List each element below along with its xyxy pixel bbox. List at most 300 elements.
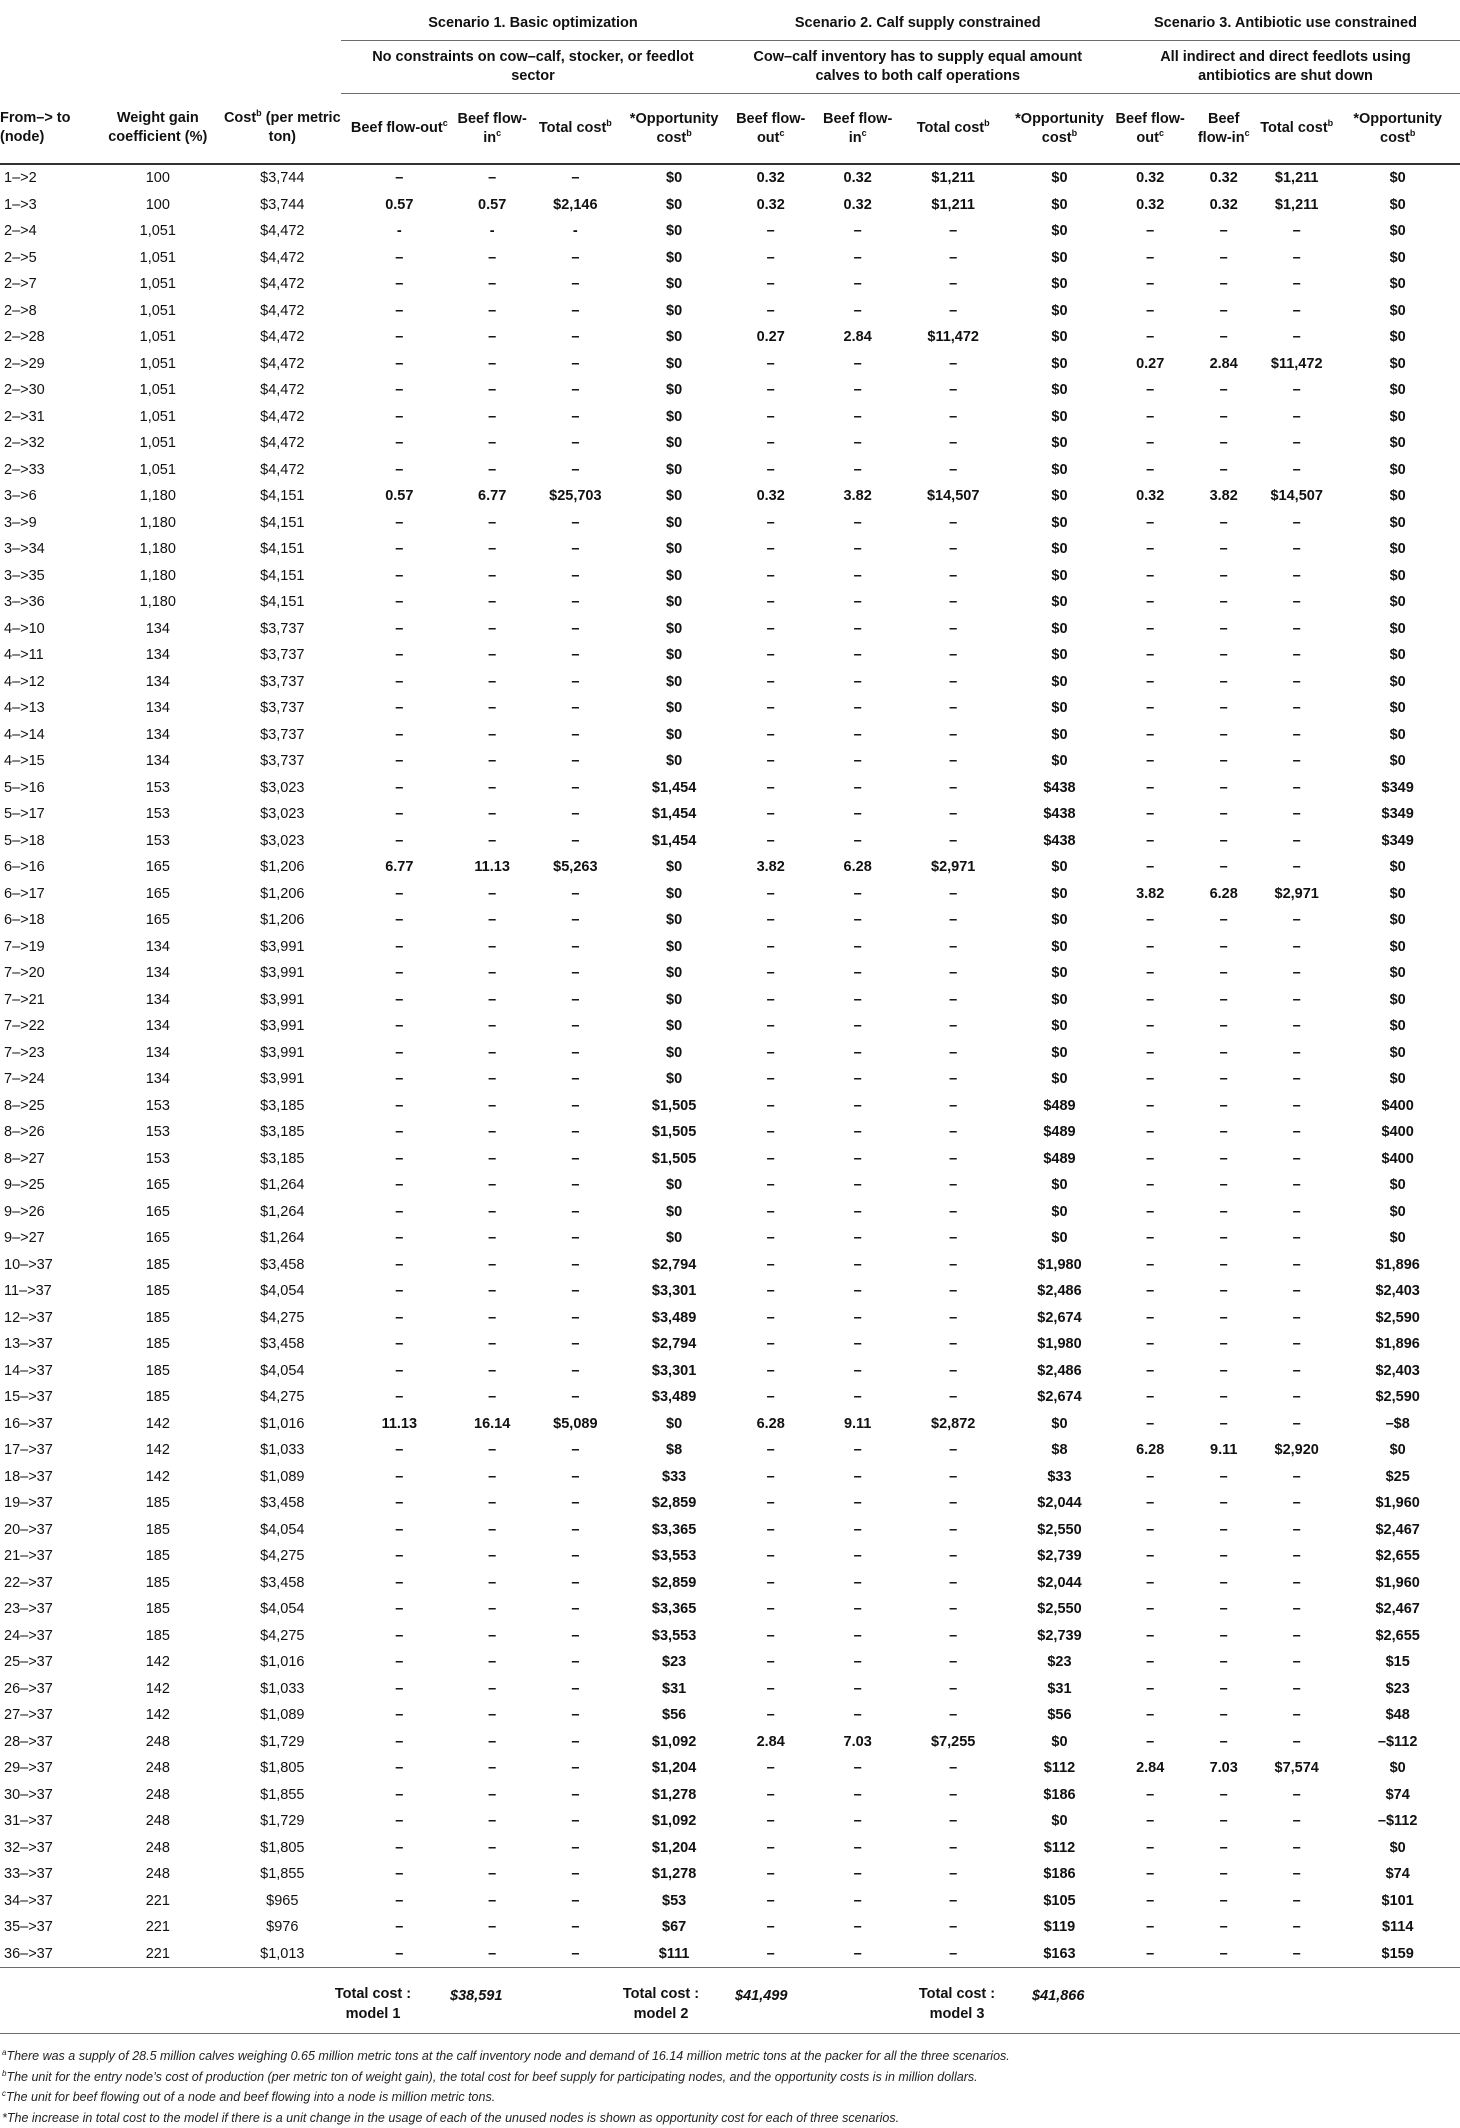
- table-cell: –: [1219, 435, 1228, 452]
- table-cell: $4,275: [260, 1389, 305, 1406]
- cell-from-to: 21–>37: [4, 1548, 53, 1565]
- table-cell: $0: [666, 885, 683, 902]
- s2-col-flowin: Beef flow-$in^c$: [817, 94, 899, 165]
- table-cell: –: [949, 1150, 958, 1167]
- table-cell: $2,655: [1375, 1548, 1420, 1565]
- table-cell: –: [1292, 1336, 1301, 1353]
- table-cell: $4,275: [260, 1627, 305, 1644]
- table-cell: –: [1219, 1362, 1228, 1379]
- table-cell: –: [488, 1071, 497, 1088]
- table-cell: $0: [1051, 223, 1068, 240]
- table-row: [0, 1914, 1460, 1941]
- table-cell: $1,033: [260, 1442, 305, 1459]
- table-cell: 134: [145, 673, 170, 690]
- table-cell: 1,051: [139, 223, 176, 240]
- table-cell: $1,505: [651, 1097, 697, 1114]
- table-cell: $2,550: [1037, 1601, 1082, 1618]
- table-cell: –: [766, 1230, 775, 1247]
- table-cell: –: [1219, 1309, 1228, 1326]
- table-cell: $4,054: [260, 1362, 305, 1379]
- table-cell: –: [571, 1574, 580, 1591]
- table-cell: –: [1146, 1044, 1155, 1061]
- table-row: [0, 854, 1460, 881]
- table-cell: –: [488, 435, 497, 452]
- table-cell: –: [1146, 1839, 1155, 1856]
- table-cell: –: [395, 1336, 404, 1353]
- table-cell: –: [853, 1919, 862, 1936]
- table-cell: $2,794: [651, 1336, 697, 1353]
- table-cell: 0.57: [478, 196, 507, 213]
- s3-col-total: Total cost$^b$: [1258, 94, 1335, 165]
- table-cell: –: [853, 1468, 862, 1485]
- table-cell: $0: [1051, 938, 1068, 955]
- table-cell: 16.14: [474, 1415, 511, 1432]
- table-cell: –: [949, 1601, 958, 1618]
- table-cell: –: [853, 1362, 862, 1379]
- table-cell: –: [853, 1548, 862, 1565]
- table-cell: –: [766, 1309, 775, 1326]
- table-cell: $489: [1043, 1097, 1076, 1114]
- table-cell: –$112: [1377, 1813, 1418, 1830]
- table-cell: –: [853, 435, 862, 452]
- table-cell: –: [1292, 1071, 1301, 1088]
- table-cell: –: [1219, 806, 1228, 823]
- table-cell: –: [853, 1071, 862, 1088]
- table-cell: –: [1146, 1627, 1155, 1644]
- table-cell: –: [395, 1574, 404, 1591]
- table-cell: 9.11: [843, 1415, 872, 1432]
- table-cell: $0: [1051, 302, 1068, 319]
- table-cell: –: [395, 514, 404, 531]
- table-cell: 2.84: [1209, 355, 1238, 372]
- table-cell: $0: [1389, 276, 1406, 293]
- table-cell: –: [1292, 1389, 1301, 1406]
- table-cell: $0: [1389, 1044, 1406, 1061]
- table-cell: $0: [1051, 700, 1068, 717]
- table-cell: –: [766, 1601, 775, 1618]
- table-cell: 185: [145, 1362, 170, 1379]
- table-cell: –: [1146, 1203, 1155, 1220]
- table-cell: $4,054: [260, 1521, 305, 1538]
- table-cell: 153: [145, 806, 170, 823]
- table-cell: $0: [1051, 276, 1068, 293]
- table-cell: –: [571, 806, 580, 823]
- table-cell: –: [571, 647, 580, 664]
- table-cell: 248: [145, 1839, 170, 1856]
- table-cell: –: [766, 1044, 775, 1061]
- table-cell: –: [853, 461, 862, 478]
- table-cell: $1,896: [1375, 1336, 1420, 1353]
- table-cell: –: [853, 1018, 862, 1035]
- table-row: [0, 430, 1460, 457]
- table-cell: 1,180: [139, 514, 176, 531]
- table-cell: –: [571, 1786, 580, 1803]
- table-cell: 142: [145, 1468, 170, 1485]
- table-cell: –: [949, 382, 958, 399]
- table-cell: –: [949, 673, 958, 690]
- table-cell: –: [1189, 1941, 1258, 1968]
- table-cell: $0: [1389, 302, 1406, 319]
- s2-col-opp: *Opportunity cost$^b$: [1008, 94, 1111, 165]
- table-cell: –: [488, 1468, 497, 1485]
- table-row: [0, 1384, 1460, 1411]
- table-cell: $0: [666, 753, 683, 770]
- table-cell: –: [395, 1866, 404, 1883]
- cell-from-to: 8–>26: [4, 1124, 45, 1141]
- table-cell: $0: [1389, 223, 1406, 240]
- cell-from-to: 4–>13: [4, 700, 45, 717]
- table-cell: –: [395, 938, 404, 955]
- table-cell: $1,729: [260, 1733, 305, 1750]
- table-cell: –: [949, 1071, 958, 1088]
- table-cell: –: [1146, 1071, 1155, 1088]
- table-cell: –: [949, 1919, 958, 1936]
- table-cell: $2,674: [1037, 1389, 1082, 1406]
- s3-col-flowout: Beef flow-out$^c$: [1111, 94, 1189, 165]
- table-cell: –: [571, 567, 580, 584]
- cell-from-to: 4–>14: [4, 726, 45, 743]
- table-cell: $3,991: [260, 938, 305, 955]
- table-cell: –: [395, 912, 404, 929]
- table-cell: –: [488, 1389, 497, 1406]
- table-cell: –: [1219, 408, 1228, 425]
- table-cell: $0: [1389, 1839, 1406, 1856]
- table-cell: –: [571, 700, 580, 717]
- table-cell: –: [766, 1442, 775, 1459]
- table-cell: –: [1219, 1389, 1228, 1406]
- table-cell: –: [571, 1654, 580, 1671]
- table-cell: –: [1146, 912, 1155, 929]
- s1-col-flowout: Beef flow-out$^c$: [341, 94, 457, 165]
- table-cell: –: [395, 1733, 404, 1750]
- table-cell: 0.32: [1209, 170, 1238, 187]
- table-cell: –: [1146, 1283, 1155, 1300]
- table-cell: –: [571, 1839, 580, 1856]
- table-cell: $3,737: [260, 726, 305, 743]
- table-cell: –: [949, 647, 958, 664]
- table-cell: –: [949, 885, 958, 902]
- table-cell: $2,674: [1037, 1309, 1082, 1326]
- table-cell: 134: [145, 726, 170, 743]
- table-cell: 0.27: [756, 329, 785, 346]
- cell-from-to: 15–>37: [4, 1389, 53, 1406]
- cell-from-to: 2–>32: [4, 435, 45, 452]
- table-cell: $0: [1051, 594, 1068, 611]
- table-cell: 248: [145, 1786, 170, 1803]
- table-cell: –: [766, 938, 775, 955]
- table-cell: –: [766, 461, 775, 478]
- table-cell: –: [395, 1813, 404, 1830]
- table-cell: –: [949, 938, 958, 955]
- table-cell: 1,051: [139, 249, 176, 266]
- table-cell: $1,805: [260, 1760, 305, 1777]
- col-cost: Cost$^b$ (per metric ton): [223, 94, 341, 165]
- cell-from-to: 2–>30: [4, 382, 45, 399]
- table-cell: –: [488, 700, 497, 717]
- table-cell: –: [395, 620, 404, 637]
- table-cell: –: [488, 541, 497, 558]
- table-cell: –: [766, 1203, 775, 1220]
- table-cell: –: [1146, 806, 1155, 823]
- table-cell: –: [395, 1230, 404, 1247]
- s2-col-total: Total cost$^b$: [898, 94, 1007, 165]
- table-cell: $1,505: [651, 1124, 697, 1141]
- table-cell: –: [1146, 1521, 1155, 1538]
- table-cell: $0: [666, 170, 683, 187]
- table-cell: $0: [666, 1018, 683, 1035]
- cell-from-to: 31–>37: [4, 1813, 53, 1830]
- table-cell: $186: [1043, 1786, 1076, 1803]
- table-cell: –: [1292, 832, 1301, 849]
- table-cell: –: [488, 779, 497, 796]
- table-cell: –: [488, 726, 497, 743]
- table-cell: –: [571, 1866, 580, 1883]
- table-cell: –: [488, 1495, 497, 1512]
- table-cell: –: [949, 1495, 958, 1512]
- table-cell: –: [571, 1521, 580, 1538]
- table-cell: –: [395, 1124, 404, 1141]
- table-cell: –: [949, 1230, 958, 1247]
- table-row: [0, 1676, 1460, 1703]
- table-cell: 1,180: [139, 488, 176, 505]
- table-cell: –: [766, 1892, 775, 1909]
- table-cell: –: [1292, 673, 1301, 690]
- table-cell: –: [488, 1203, 497, 1220]
- table-cell: $3,991: [260, 991, 305, 1008]
- table-row: [0, 1755, 1460, 1782]
- table-cell: –: [766, 1654, 775, 1671]
- table-row: [0, 324, 1460, 351]
- table-cell: –: [571, 1283, 580, 1300]
- table-cell: –: [1292, 1124, 1301, 1141]
- table-cell: –: [853, 302, 862, 319]
- table-cell: $1,089: [260, 1707, 305, 1724]
- table-cell: $0: [1389, 514, 1406, 531]
- table-cell: –: [766, 1574, 775, 1591]
- table-cell: 142: [145, 1654, 170, 1671]
- table-cell: $0: [666, 382, 683, 399]
- table-cell: –: [949, 1548, 958, 1565]
- table-cell: $15: [1385, 1654, 1410, 1671]
- table-cell: –: [949, 965, 958, 982]
- table-cell: –: [853, 1150, 862, 1167]
- s2-col-flowout: Beef flow-out$^c$: [725, 94, 817, 165]
- table-cell: –: [571, 461, 580, 478]
- table-cell: $1,092: [651, 1733, 697, 1750]
- table-cell: $3,458: [260, 1495, 305, 1512]
- table-row: [0, 1941, 1460, 1968]
- table-cell: $0: [1389, 196, 1406, 213]
- table-cell: –: [853, 276, 862, 293]
- table-cell: –: [949, 514, 958, 531]
- table-cell: –: [766, 1813, 775, 1830]
- table-cell: –: [853, 726, 862, 743]
- table-cell: –: [949, 1309, 958, 1326]
- table-cell: –: [488, 1707, 497, 1724]
- table-cell: –: [488, 647, 497, 664]
- table-cell: –: [766, 1760, 775, 1777]
- table-cell: –: [853, 1760, 862, 1777]
- table-cell: –: [1146, 1495, 1155, 1512]
- table-row: [0, 1543, 1460, 1570]
- table-cell: –: [488, 885, 497, 902]
- table-cell: –: [1292, 541, 1301, 558]
- table-cell: –: [1292, 1892, 1301, 1909]
- table-cell: –: [1219, 1866, 1228, 1883]
- table-cell: –: [949, 1283, 958, 1300]
- table-cell: $4,275: [260, 1548, 305, 1565]
- table-cell: –: [949, 567, 958, 584]
- table-cell: $2,655: [1375, 1627, 1420, 1644]
- table-cell: –: [1292, 700, 1301, 717]
- table-cell: –: [571, 673, 580, 690]
- table-cell: $0: [666, 1177, 683, 1194]
- table-cell: $1,016: [260, 1654, 305, 1671]
- table-cell: –: [488, 1733, 497, 1750]
- table-cell: –: [1292, 1362, 1301, 1379]
- table-cell: –: [1146, 1018, 1155, 1035]
- table-cell: –: [1292, 912, 1301, 929]
- table-cell: $4,472: [260, 355, 305, 372]
- table-cell: –: [949, 1124, 958, 1141]
- table-cell: –: [395, 170, 404, 187]
- table-cell: –: [1219, 1044, 1228, 1061]
- table-cell: –: [1219, 700, 1228, 717]
- table-cell: –: [766, 1680, 775, 1697]
- table-cell: –: [571, 938, 580, 955]
- table-cell: $0: [666, 435, 683, 452]
- table-cell: –: [571, 832, 580, 849]
- table-cell: –: [766, 753, 775, 770]
- table-cell: $2,872: [931, 1415, 976, 1432]
- table-cell: $0: [666, 647, 683, 664]
- table-row: [0, 1093, 1460, 1120]
- table-cell: $7,255: [931, 1733, 976, 1750]
- table-cell: $0: [1389, 249, 1406, 266]
- table-cell: 185: [145, 1256, 170, 1273]
- table-cell: –: [395, 1283, 404, 1300]
- table-cell: –: [1146, 647, 1155, 664]
- table-cell: 0.57: [385, 196, 414, 213]
- table-cell: –: [488, 938, 497, 955]
- table-cell: –: [488, 461, 497, 478]
- table-cell: -: [572, 223, 578, 240]
- table-row: [0, 1119, 1460, 1146]
- table-cell: –: [853, 700, 862, 717]
- table-cell: –: [949, 832, 958, 849]
- table-cell: –: [395, 276, 404, 293]
- cell-from-to: 4–>10: [4, 620, 45, 637]
- table-cell: $438: [1043, 832, 1076, 849]
- table-cell: $4,472: [260, 223, 305, 240]
- table-cell: –: [1292, 991, 1301, 1008]
- totals-row: [0, 1984, 1460, 2034]
- cell-from-to: 5–>18: [4, 832, 45, 849]
- table-cell: –: [395, 673, 404, 690]
- table-cell: –: [766, 1256, 775, 1273]
- table-cell: $0: [1389, 435, 1406, 452]
- table-cell: $1,960: [1375, 1495, 1420, 1512]
- table-cell: 165: [145, 1203, 170, 1220]
- table-cell: –: [766, 647, 775, 664]
- table-cell: –: [488, 594, 497, 611]
- cell-from-to: 4–>12: [4, 673, 45, 690]
- table-cell: –: [766, 1786, 775, 1803]
- table-cell: –: [1146, 461, 1155, 478]
- table-row: [0, 298, 1460, 325]
- table-cell: –: [1146, 1150, 1155, 1167]
- footnotes: [0, 2046, 1460, 2128]
- cell-from-to: 17–>37: [4, 1442, 53, 1459]
- table-cell: –: [1292, 1866, 1301, 1883]
- table-cell: –: [571, 1601, 580, 1618]
- table-cell: –: [766, 567, 775, 584]
- table-cell: –: [766, 832, 775, 849]
- column-header-row: [0, 94, 1460, 165]
- table-cell: –: [853, 1283, 862, 1300]
- table-cell: –: [1146, 673, 1155, 690]
- table-cell: –: [571, 885, 580, 902]
- table-row: [0, 218, 1460, 245]
- table-cell: $0: [1389, 355, 1406, 372]
- table-cell: –: [571, 1680, 580, 1697]
- table-cell: $0: [1389, 594, 1406, 611]
- table-cell: –: [766, 673, 775, 690]
- table-cell: –: [1292, 249, 1301, 266]
- table-cell: $0: [1051, 567, 1068, 584]
- table-cell: $489: [1043, 1124, 1076, 1141]
- table-cell: –: [1292, 1018, 1301, 1035]
- table-cell: –: [1219, 965, 1228, 982]
- table-cell: $2,550: [1037, 1521, 1082, 1538]
- table-cell: $5,263: [553, 859, 598, 876]
- table-cell: –: [395, 1362, 404, 1379]
- table-row: [0, 483, 1460, 510]
- table-cell: –: [488, 1256, 497, 1273]
- table-row: [0, 1013, 1460, 1040]
- table-cell: $1,204: [651, 1839, 697, 1856]
- table-cell: –: [1292, 461, 1301, 478]
- table-cell: –: [1146, 1415, 1155, 1432]
- table-cell: –: [1219, 1574, 1228, 1591]
- table-cell: $0: [1051, 541, 1068, 558]
- table-cell: –: [949, 1866, 958, 1883]
- table-cell: $2,467: [1375, 1601, 1420, 1618]
- cell-from-to: 14–>37: [4, 1362, 53, 1379]
- table-cell: –: [571, 408, 580, 425]
- table-cell: –: [488, 1097, 497, 1114]
- table-cell: –: [1292, 1680, 1301, 1697]
- table-cell: –: [395, 1760, 404, 1777]
- table-cell: 1,051: [139, 355, 176, 372]
- table-row: [0, 616, 1460, 643]
- total-label-model-1: Total cost : model 1: [334, 1986, 412, 2022]
- table-cell: –: [571, 1495, 580, 1512]
- table-cell: –: [1219, 514, 1228, 531]
- table-cell: –: [1219, 1071, 1228, 1088]
- table-cell: $0: [1051, 435, 1068, 452]
- table-cell: –: [395, 329, 404, 346]
- table-cell: $0: [666, 488, 683, 505]
- table-cell: –: [1292, 1309, 1301, 1326]
- table-cell: –: [1146, 1707, 1155, 1724]
- table-cell: 1,051: [139, 461, 176, 478]
- cell-from-to: 18–>37: [4, 1468, 53, 1485]
- table-cell: –: [853, 753, 862, 770]
- footnote-star: *The increase in total cost to the model if there is a unit change in the usage of each of the unused nodes is shown as opportunity cost for each of three scenarios.: [2, 2110, 900, 2125]
- table-row: [0, 934, 1460, 961]
- table-row: [0, 669, 1460, 696]
